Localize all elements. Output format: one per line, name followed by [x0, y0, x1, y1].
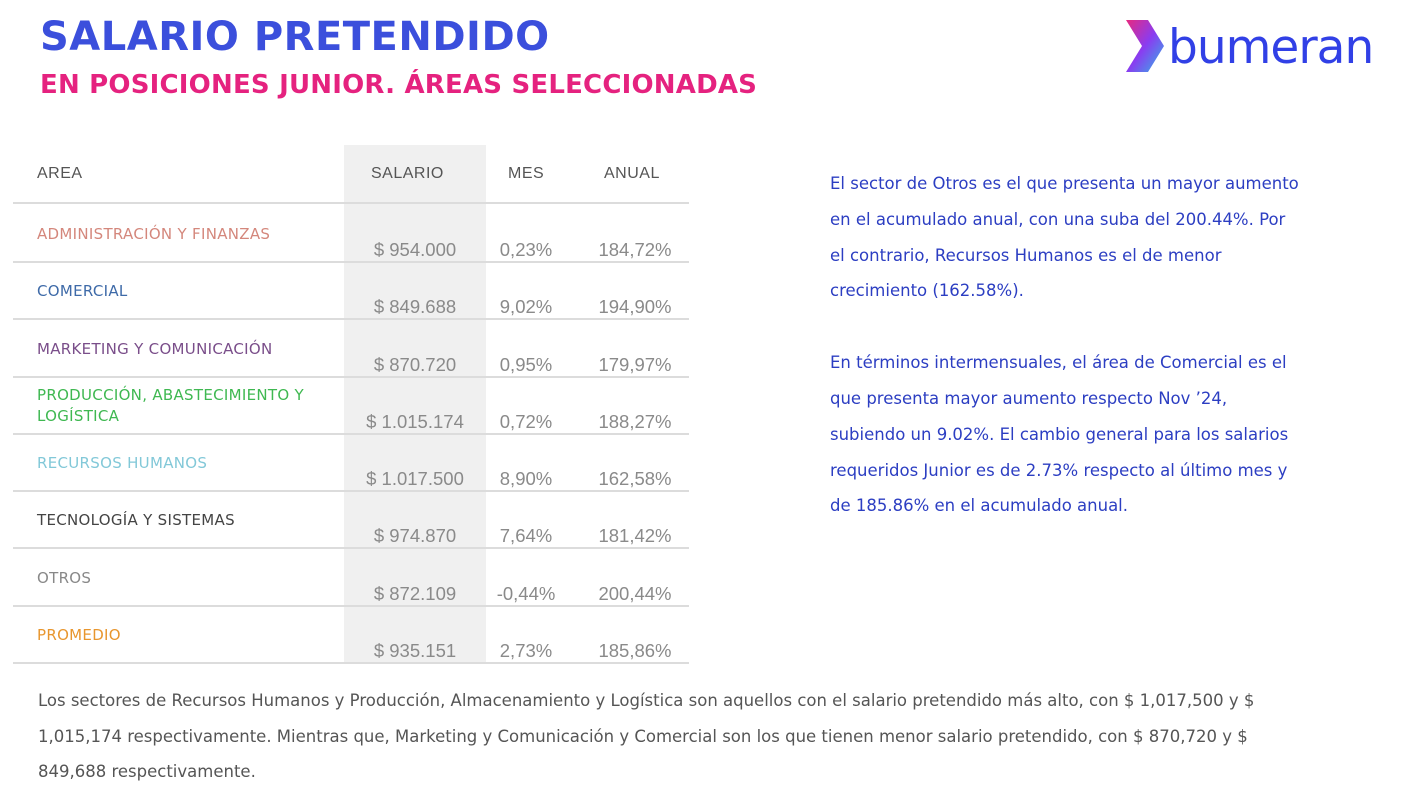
salario-value: $ 872.109 — [373, 583, 457, 604]
anual-value: 162,58% — [598, 468, 672, 489]
area-label: TECNOLOGÍA Y SISTEMAS — [37, 511, 235, 529]
area-label: ADMINISTRACIÓN Y FINANZAS — [37, 225, 271, 243]
side-line: subiendo un 9.02%. El cambio general para los salarios — [830, 424, 1289, 444]
salario-value: $ 849.688 — [373, 296, 457, 317]
table-row — [13, 261, 689, 320]
side-commentary — [830, 166, 1360, 560]
anual-value: 179,97% — [598, 354, 672, 375]
side-line: requeridos Junior es de 2.73% respecto al último mes y — [830, 460, 1288, 480]
area-label: MARKETING Y COMUNICACIÓN — [37, 340, 273, 358]
area-label — [37, 385, 304, 427]
area-label: OTROS — [37, 569, 92, 587]
table-header — [13, 145, 689, 204]
area-label-line1: PRODUCCIÓN, ABASTECIMIENTO Y — [37, 386, 304, 404]
salario-value: $ 1.015.174 — [366, 411, 464, 432]
mes-value: 7,64% — [499, 525, 553, 546]
side-paragraph-2 — [830, 345, 1360, 524]
header-salario: SALARIO — [371, 165, 444, 182]
mes-value: 0,23% — [499, 239, 553, 260]
logo-text: bumeran — [1168, 20, 1374, 75]
side-line: de 185.86% en el acumulado anual. — [830, 496, 1129, 516]
salario-value: $ 1.017.500 — [366, 468, 464, 489]
side-line: El sector de Otros es el que presenta un mayor aumento — [830, 174, 1299, 193]
salario-value: $ 974.870 — [373, 525, 457, 546]
bottom-commentary — [38, 683, 1378, 790]
side-line: crecimiento (162.58%). — [830, 281, 1024, 301]
table-row — [13, 376, 689, 435]
mes-value: 8,90% — [499, 468, 553, 489]
salario-value: $ 935.151 — [373, 640, 457, 661]
anual-value: 194,90% — [598, 296, 672, 317]
anual-value: 185,86% — [598, 640, 672, 661]
bottom-line: 849,688 respectivamente. — [38, 762, 256, 781]
side-line: en el acumulado anual, con una suba del 200.44%. Por — [830, 209, 1286, 229]
salario-value: $ 870.720 — [373, 354, 457, 375]
table-row — [13, 204, 689, 263]
anual-value: 200,44% — [598, 583, 672, 604]
side-line: En términos intermensuales, el área de Comercial es el — [830, 353, 1287, 373]
table-row — [13, 548, 689, 607]
area-label: RECURSOS HUMANOS — [37, 454, 208, 472]
area-label-line2: LOGÍSTICA — [37, 407, 120, 425]
anual-value: 181,42% — [598, 525, 672, 546]
bottom-line: 1,015,174 respectivamente. Mientras que, Marketing y Comunicación y Comercial son los que tienen menor salario pretendido, con $ 870,720 y $ — [38, 726, 1248, 746]
salario-value: $ 954.000 — [373, 239, 457, 260]
anual-value: 184,72% — [598, 239, 672, 260]
table-row — [13, 319, 689, 378]
side-line: el contrario, Recursos Humanos es el de menor — [830, 245, 1222, 265]
mes-value: 9,02% — [499, 296, 553, 317]
mes-value: 2,73% — [499, 640, 553, 661]
salary-table — [13, 145, 689, 662]
mes-value: -0,44% — [496, 583, 556, 604]
mes-value: 0,95% — [499, 354, 553, 375]
table-row — [13, 605, 689, 664]
table-row — [13, 490, 689, 549]
header-anual: ANUAL — [604, 165, 660, 182]
area-label: PROMEDIO — [37, 626, 121, 644]
mes-value: 0,72% — [499, 411, 553, 432]
bottom-line: Los sectores de Recursos Humanos y Producción, Almacenamiento y Logística son aquellos con el salario pretendido más alto, con $ 1,017,500 y $ — [38, 691, 1255, 710]
side-line: que presenta mayor aumento respecto Nov ’24, — [830, 388, 1228, 408]
anual-value: 188,27% — [598, 411, 672, 432]
table-row — [13, 433, 689, 492]
header-area: AREA — [37, 165, 83, 182]
area-label: COMERCIAL — [37, 282, 128, 300]
page-subtitle: EN POSICIONES JUNIOR. ÁREAS SELECCIONADAS — [40, 70, 758, 100]
header-mes: MES — [508, 165, 545, 182]
page-title: SALARIO PRETENDIDO — [40, 14, 550, 60]
side-paragraph-1 — [830, 166, 1360, 309]
